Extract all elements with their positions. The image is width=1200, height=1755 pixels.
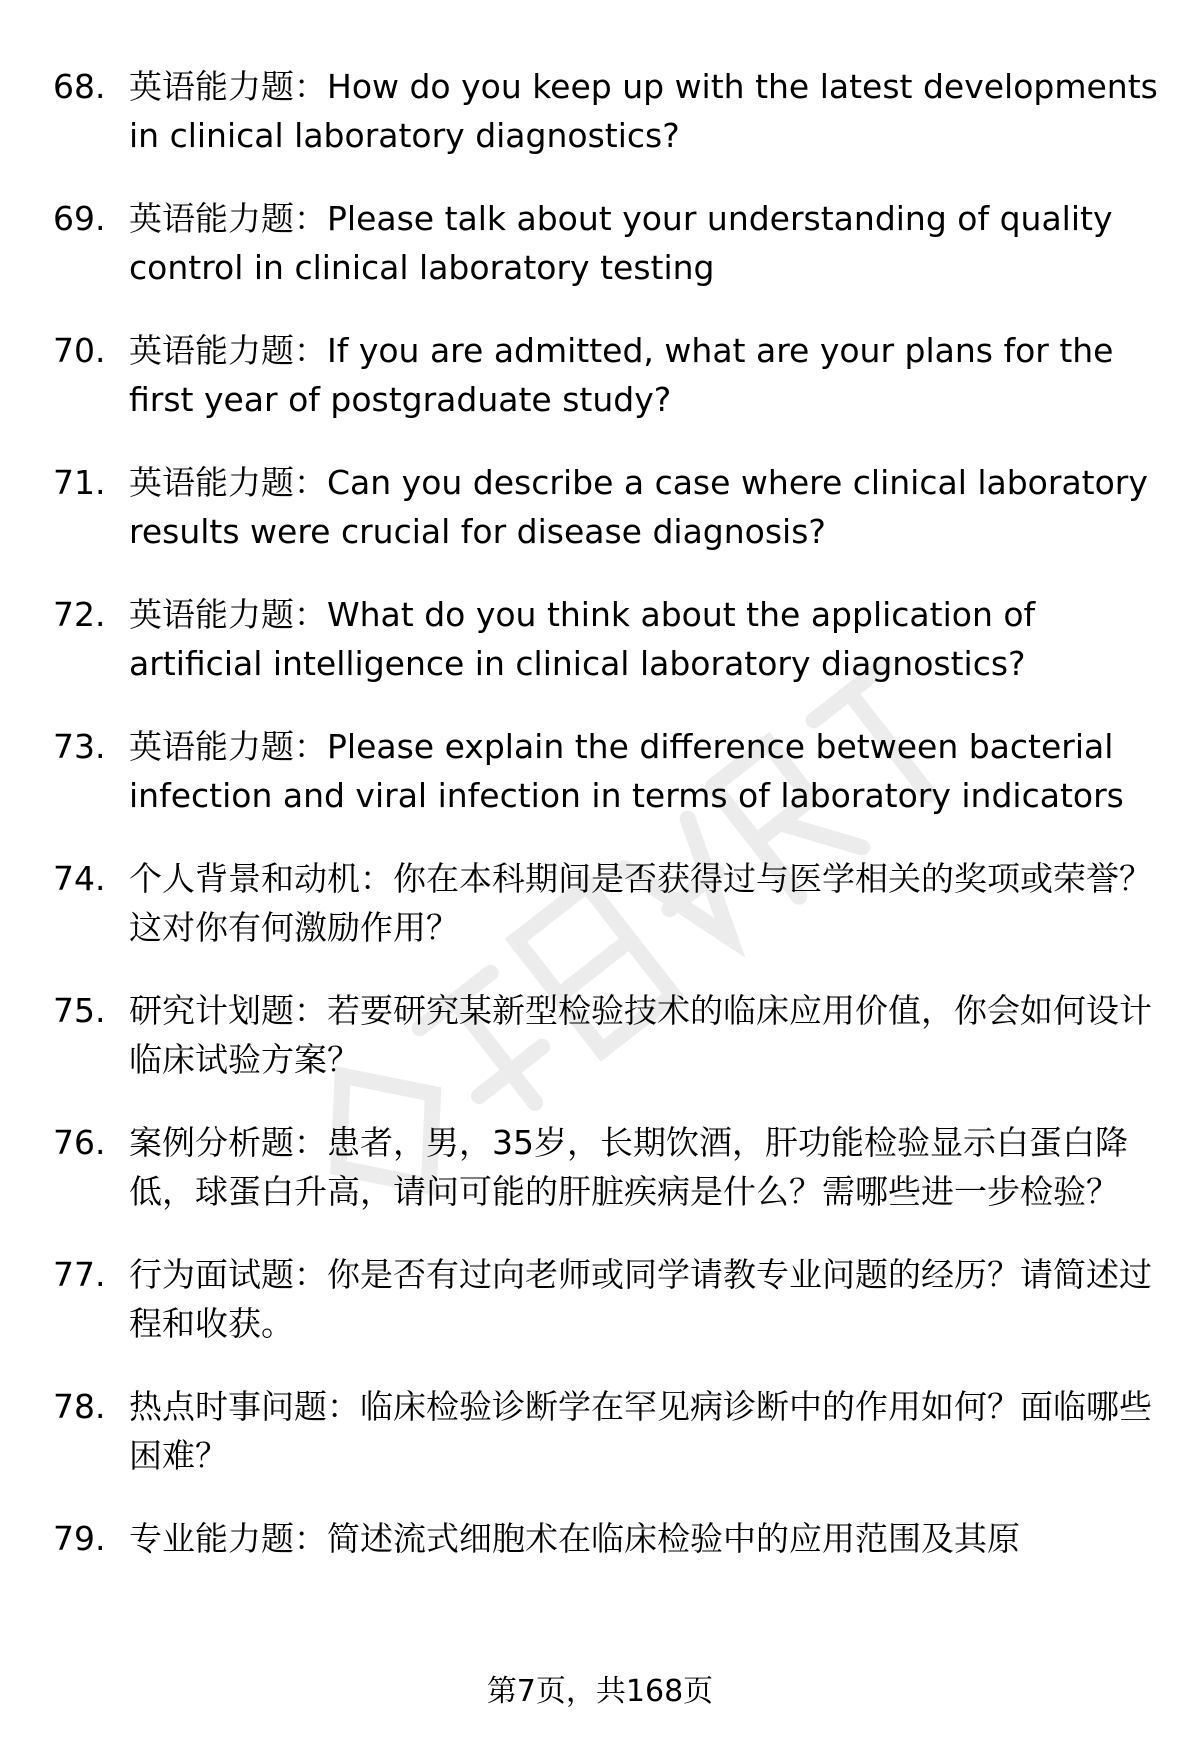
question-text: 患者，男，35岁，长期饮酒，肝功能检验显示白蛋白降低，球蛋白升高，请问可能的肝脏疾病是什么？需哪些进一步检验？ [129,1123,1128,1211]
category-separator: ： [294,67,327,106]
list-item [53,1514,1158,1563]
question-category: 专业能力题 [129,1519,294,1558]
question-category: 案例分析题 [129,1123,294,1162]
question-category: 英语能力题 [129,67,294,106]
question-body [129,1514,1158,1563]
list-item [53,326,1158,424]
question-text: If you are admitted, what are your plans for the first year of postgraduate study? [129,331,1114,419]
question-list [53,62,1158,1597]
question-number: 72. [53,595,106,634]
question-category: 英语能力题 [129,463,294,502]
question-text: How do you keep up with the latest developments in clinical laboratory diagnostics? [129,67,1158,155]
list-item [53,194,1158,292]
list-item [53,986,1158,1084]
question-category: 英语能力题 [129,199,294,238]
question-category: 研究计划题 [129,991,294,1030]
question-number: 71. [53,463,106,502]
question-category: 英语能力题 [129,595,294,634]
question-body [129,326,1158,424]
list-item [53,1250,1158,1348]
question-text: What do you think about the application of artificial intelligence in clinical laboratory diagnostics? [129,595,1036,683]
category-separator: ： [294,991,327,1030]
question-number: 70. [53,331,106,370]
category-separator: ： [327,1387,360,1426]
question-number: 77. [53,1255,106,1294]
question-number: 69. [53,199,106,238]
category-separator: ： [294,727,327,766]
question-category: 英语能力题 [129,331,294,370]
question-body [129,722,1158,820]
question-body [129,194,1158,292]
question-body [129,458,1158,556]
category-separator: ： [294,331,327,370]
question-category: 英语能力题 [129,727,294,766]
question-text: 你是否有过向老师或同学请教专业问题的经历？请简述过程和收获。 [129,1255,1152,1343]
question-category: 个人背景和动机 [129,859,360,898]
question-text: Please talk about your understanding of quality control in clinical laboratory testing [129,199,1113,287]
question-body [129,854,1158,952]
question-body [129,62,1158,160]
question-number: 76. [53,1123,106,1162]
question-category: 热点时事问题 [129,1387,327,1426]
list-item [53,1382,1158,1480]
list-item [53,458,1158,556]
category-separator: ： [294,199,327,238]
category-separator: ： [294,1255,327,1294]
page-footer: 第7页，共168页 [486,1674,714,1709]
question-text: 若要研究某新型检验技术的临床应用价值，你会如何设计临床试验方案？ [129,991,1152,1079]
list-item [53,590,1158,688]
question-body [129,590,1158,688]
question-number: 73. [53,727,106,766]
question-text: 临床检验诊断学在罕见病诊断中的作用如何？面临哪些困难？ [129,1387,1152,1475]
question-text: 简述流式细胞术在临床检验中的应用范围及其原 [327,1519,1020,1558]
list-item [53,1118,1158,1216]
category-separator: ： [360,859,393,898]
category-separator: ： [294,463,327,502]
question-number: 74. [53,859,106,898]
category-separator: ： [294,595,327,634]
list-item [53,722,1158,820]
question-category: 行为面试题 [129,1255,294,1294]
question-body [129,1250,1158,1348]
category-separator: ： [294,1519,327,1558]
question-number: 68. [53,67,106,106]
category-separator: ： [294,1123,327,1162]
question-body [129,1382,1158,1480]
question-text: Can you describe a case where clinical laboratory results were crucial for disease diagnosis? [129,463,1148,551]
question-body [129,986,1158,1084]
question-text: Please explain the difference between bacterial infection and viral infection in terms of laboratory indicators [129,727,1124,815]
question-number: 78. [53,1387,106,1426]
list-item [53,62,1158,160]
list-item [53,854,1158,952]
question-body [129,1118,1158,1216]
question-number: 75. [53,991,106,1030]
question-number: 79. [53,1519,106,1558]
question-text: 你在本科期间是否获得过与医学相关的奖项或荣誉？这对你有何激励作用？ [129,859,1152,947]
